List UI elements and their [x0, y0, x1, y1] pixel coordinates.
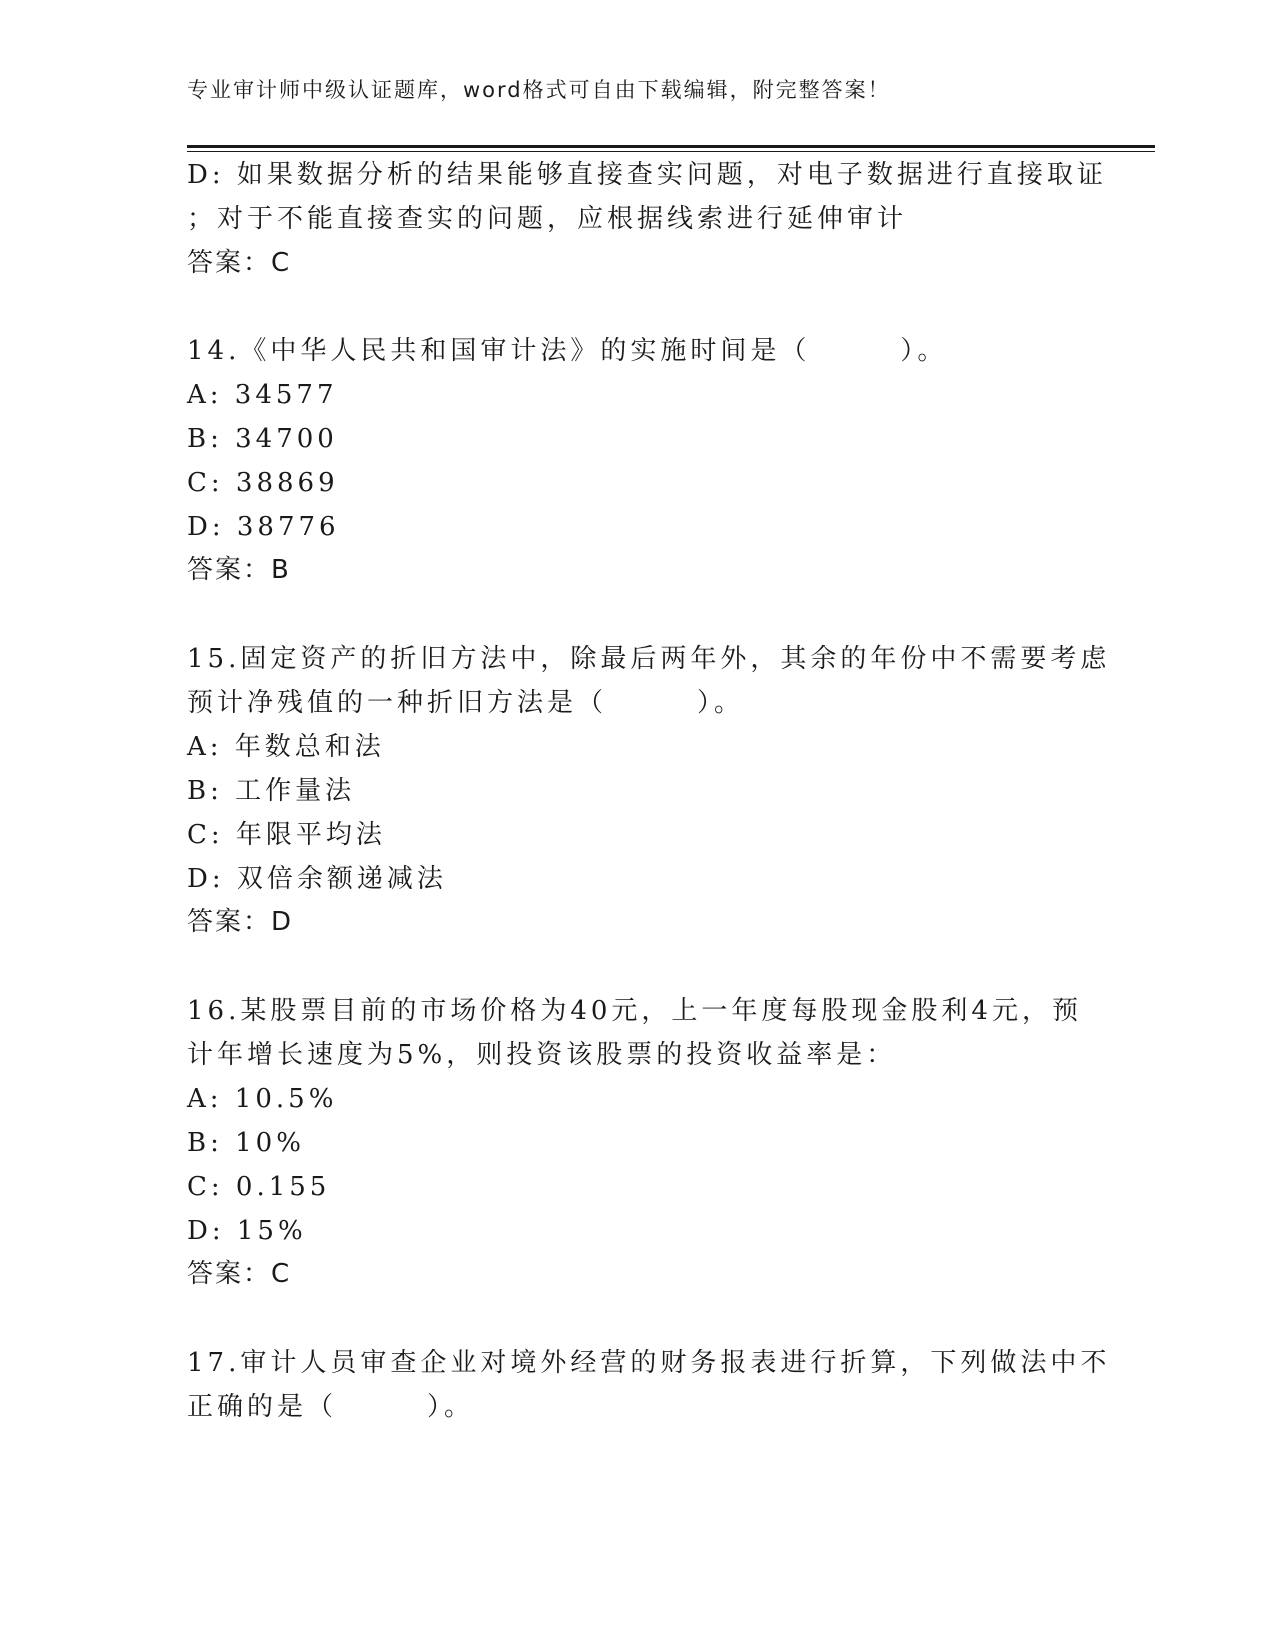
q14-stem: 14.《中华人民共和国审计法》的实施时间是（ ）。: [187, 336, 948, 366]
header-rule-thick: [187, 145, 1155, 148]
q15-stem-line1: 15.固定资产的折旧方法中，除最后两年外，其余的年份中不需要考虑: [187, 644, 1111, 674]
q15-option-a: A: 年数总和法: [187, 732, 385, 762]
q14-option-b: B: 34700: [187, 424, 338, 454]
q16-option-a: A: 10.5%: [187, 1084, 338, 1114]
q14-answer: 答案：B: [187, 555, 291, 585]
header-rule-thin: [187, 151, 1155, 152]
q15-option-d: D: 双倍余额递减法: [187, 864, 447, 894]
q16-stem-line2: 计年增长速度为5%，则投资该股票的投资收益率是：: [187, 1040, 897, 1070]
q15-option-b: B: 工作量法: [187, 776, 356, 806]
q16-stem-line1: 16.某股票目前的市场价格为40元，上一年度每股现金股利4元，预: [187, 996, 1082, 1026]
q16-answer: 答案：C: [187, 1259, 292, 1289]
q16-option-b: B: 10%: [187, 1128, 305, 1158]
q15-answer: 答案：D: [187, 907, 294, 937]
q16-option-c: C: 0.155: [187, 1172, 331, 1202]
q15-option-c: C: 年限平均法: [187, 820, 386, 850]
q13-option-d-line2: ；对于不能直接查实的问题，应根据线索进行延伸审计: [187, 204, 908, 234]
q13-option-d-line1: D: 如果数据分析的结果能够直接查实问题，对电子数据进行直接取证: [187, 160, 1107, 190]
q15-stem-line2: 预计净残值的一种折旧方法是（ ）。: [187, 688, 745, 718]
q14-option-c: C: 38869: [187, 468, 339, 498]
q17-stem-line2: 正确的是（ ）。: [187, 1392, 475, 1422]
q14-option-d: D: 38776: [187, 512, 340, 542]
q16-option-d: D: 15%: [187, 1216, 307, 1246]
page-header: 专业审计师中级认证题库，word格式可自由下载编辑，附完整答案！: [187, 78, 891, 102]
q17-stem-line1: 17.审计人员审查企业对境外经营的财务报表进行折算，下列做法中不: [187, 1348, 1111, 1378]
q14-option-a: A: 34577: [187, 380, 338, 410]
q13-answer: 答案：C: [187, 248, 292, 278]
